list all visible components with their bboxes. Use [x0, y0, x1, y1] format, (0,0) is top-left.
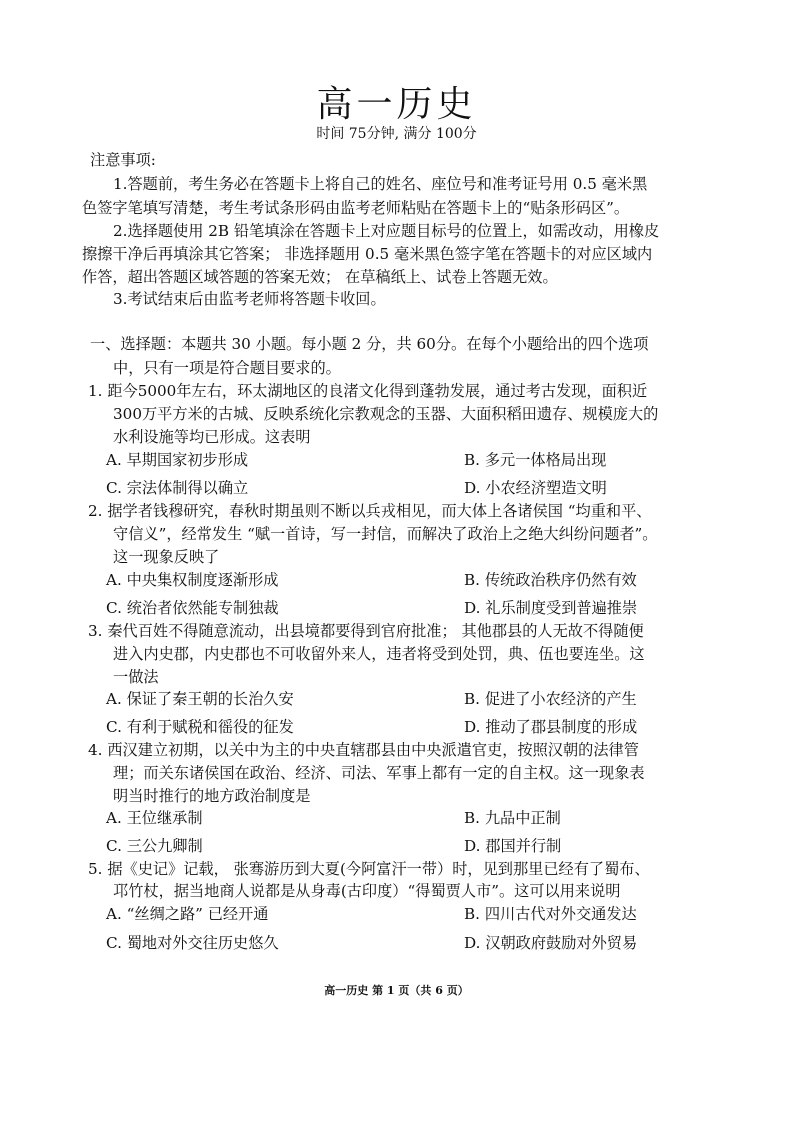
section-heading-cont: 中，只有一项是符合题目要求的。	[113, 359, 341, 377]
question-stem: 300万平方米的古城、反映系统化宗教观念的玉器、大面积稻田遗存、规模庞大的	[113, 405, 659, 423]
option-b: B. 多元一体格局出现	[464, 451, 607, 469]
option-c: C. 有利于赋税和徭役的征发	[106, 718, 294, 736]
option-b: B. 九品中正制	[464, 809, 561, 827]
option-c: C. 三公九卿制	[106, 837, 203, 855]
notice-line: 色签字笔填写清楚，考生考试条形码由监考老师粘贴在答题卡上的“贴条形码区”。	[82, 199, 630, 217]
question-stem: 一做法	[113, 668, 159, 686]
page-footer: 高一历史 第 1 页（共 6 页）	[324, 984, 469, 997]
question-stem: 理；而关东诸侯国在政治、经济、司法、军事上都有一定的自主权。这一现象表	[113, 764, 645, 782]
notice-line: 3.考试结束后由监考老师将答题卡收回。	[113, 290, 386, 308]
question-stem: 进入内史郡，内史郡也不可收留外来人，违者将受到处罚，典、伍也要连坐。这	[113, 645, 645, 663]
notice-line: 2.选择题使用 2B 铅笔填涂在答题卡上对应题目标号的位置上，如需改动，用橡皮	[113, 222, 660, 240]
question-stem: 3. 秦代百姓不得随意流动，出县境都要得到官府批准； 其他郡县的人无故不得随便	[88, 622, 644, 640]
question-stem: 明当时推行的地方政治制度是	[113, 787, 311, 805]
option-d: D. 小农经济塑造文明	[464, 479, 607, 497]
question-stem: 2. 据学者钱穆研究，春秋时期虽则不断以兵戎相见，而大体上各诸侯国 “均重和平、	[88, 502, 652, 520]
option-b: B. 促进了小农经济的产生	[464, 690, 637, 708]
page-title: 高一历史	[316, 84, 477, 125]
option-a: A. “丝绸之路” 已经开通	[106, 905, 269, 923]
option-a: A. 早期国家初步形成	[106, 451, 249, 469]
option-a: A. 中央集权制度逐渐形成	[106, 571, 279, 589]
exam-time-and-score: 时间 75分钟, 满分 100分	[316, 126, 477, 142]
option-c: C. 宗法体制得以确立	[106, 479, 249, 497]
option-d: D. 推动了郡县制度的形成	[464, 718, 638, 736]
notice-line: 作答，超出答题区域答题的答案无效； 在草稿纸上、试卷上答题无效。	[82, 268, 558, 286]
question-stem: 4. 西汉建立初期，以关中为主的中央直辖郡县由中央派遣官吏，按照汉朝的法律管	[88, 741, 639, 759]
option-c: C. 统治者依然能专制独裁	[106, 599, 279, 617]
option-a: A. 保证了秦王朝的长治久安	[106, 690, 294, 708]
option-c: C. 蜀地对外交往历史悠久	[106, 934, 279, 952]
question-stem: 5. 据《史记》记载， 张骞游历到大夏(今阿富汗一带）时，见到那里已经有了蜀布、	[88, 860, 650, 878]
question-stem: 水利设施等均已形成。这表明	[113, 428, 311, 446]
question-stem: 1. 距今5000年左右，环太湖地区的良渚文化得到蓬勃发展，通过考古发现，面积近	[88, 382, 648, 400]
section-heading: 一、选择题：本题共 30 小题。每小题 2 分，共 60分。在每个小题给出的四个选项	[90, 335, 649, 353]
question-stem: 邛竹杖，据当地商人说都是从身毒(古印度）“得蜀贾人市”。这可以用来说明	[113, 882, 621, 900]
option-a: A. 王位继承制	[106, 809, 203, 827]
question-stem: 这一现象反映了	[113, 548, 220, 566]
option-b: B. 四川古代对外交通发达	[464, 905, 637, 923]
option-d: D. 郡国并行制	[464, 837, 562, 855]
option-b: B. 传统政治秩序仍然有效	[464, 571, 637, 589]
question-stem: 守信义”，经常发生 “赋一首诗，写一封信，而解决了政治上之绝大纠纷问题者”。	[113, 525, 658, 543]
option-d: D. 汉朝政府鼓励对外贸易	[464, 934, 638, 952]
notice-line: 擦擦干净后再填涂其它答案； 非选择题用 0.5 毫米黑色签字笔在答题卡的对应区域内	[82, 245, 653, 263]
option-d: D. 礼乐制度受到普遍推崇	[464, 599, 638, 617]
notice-line: 1.答题前，考生务必在答题卡上将自己的姓名、座位号和准考证号用 0.5 毫米黑	[113, 175, 648, 193]
notice-heading: 注意事项:	[90, 151, 156, 169]
